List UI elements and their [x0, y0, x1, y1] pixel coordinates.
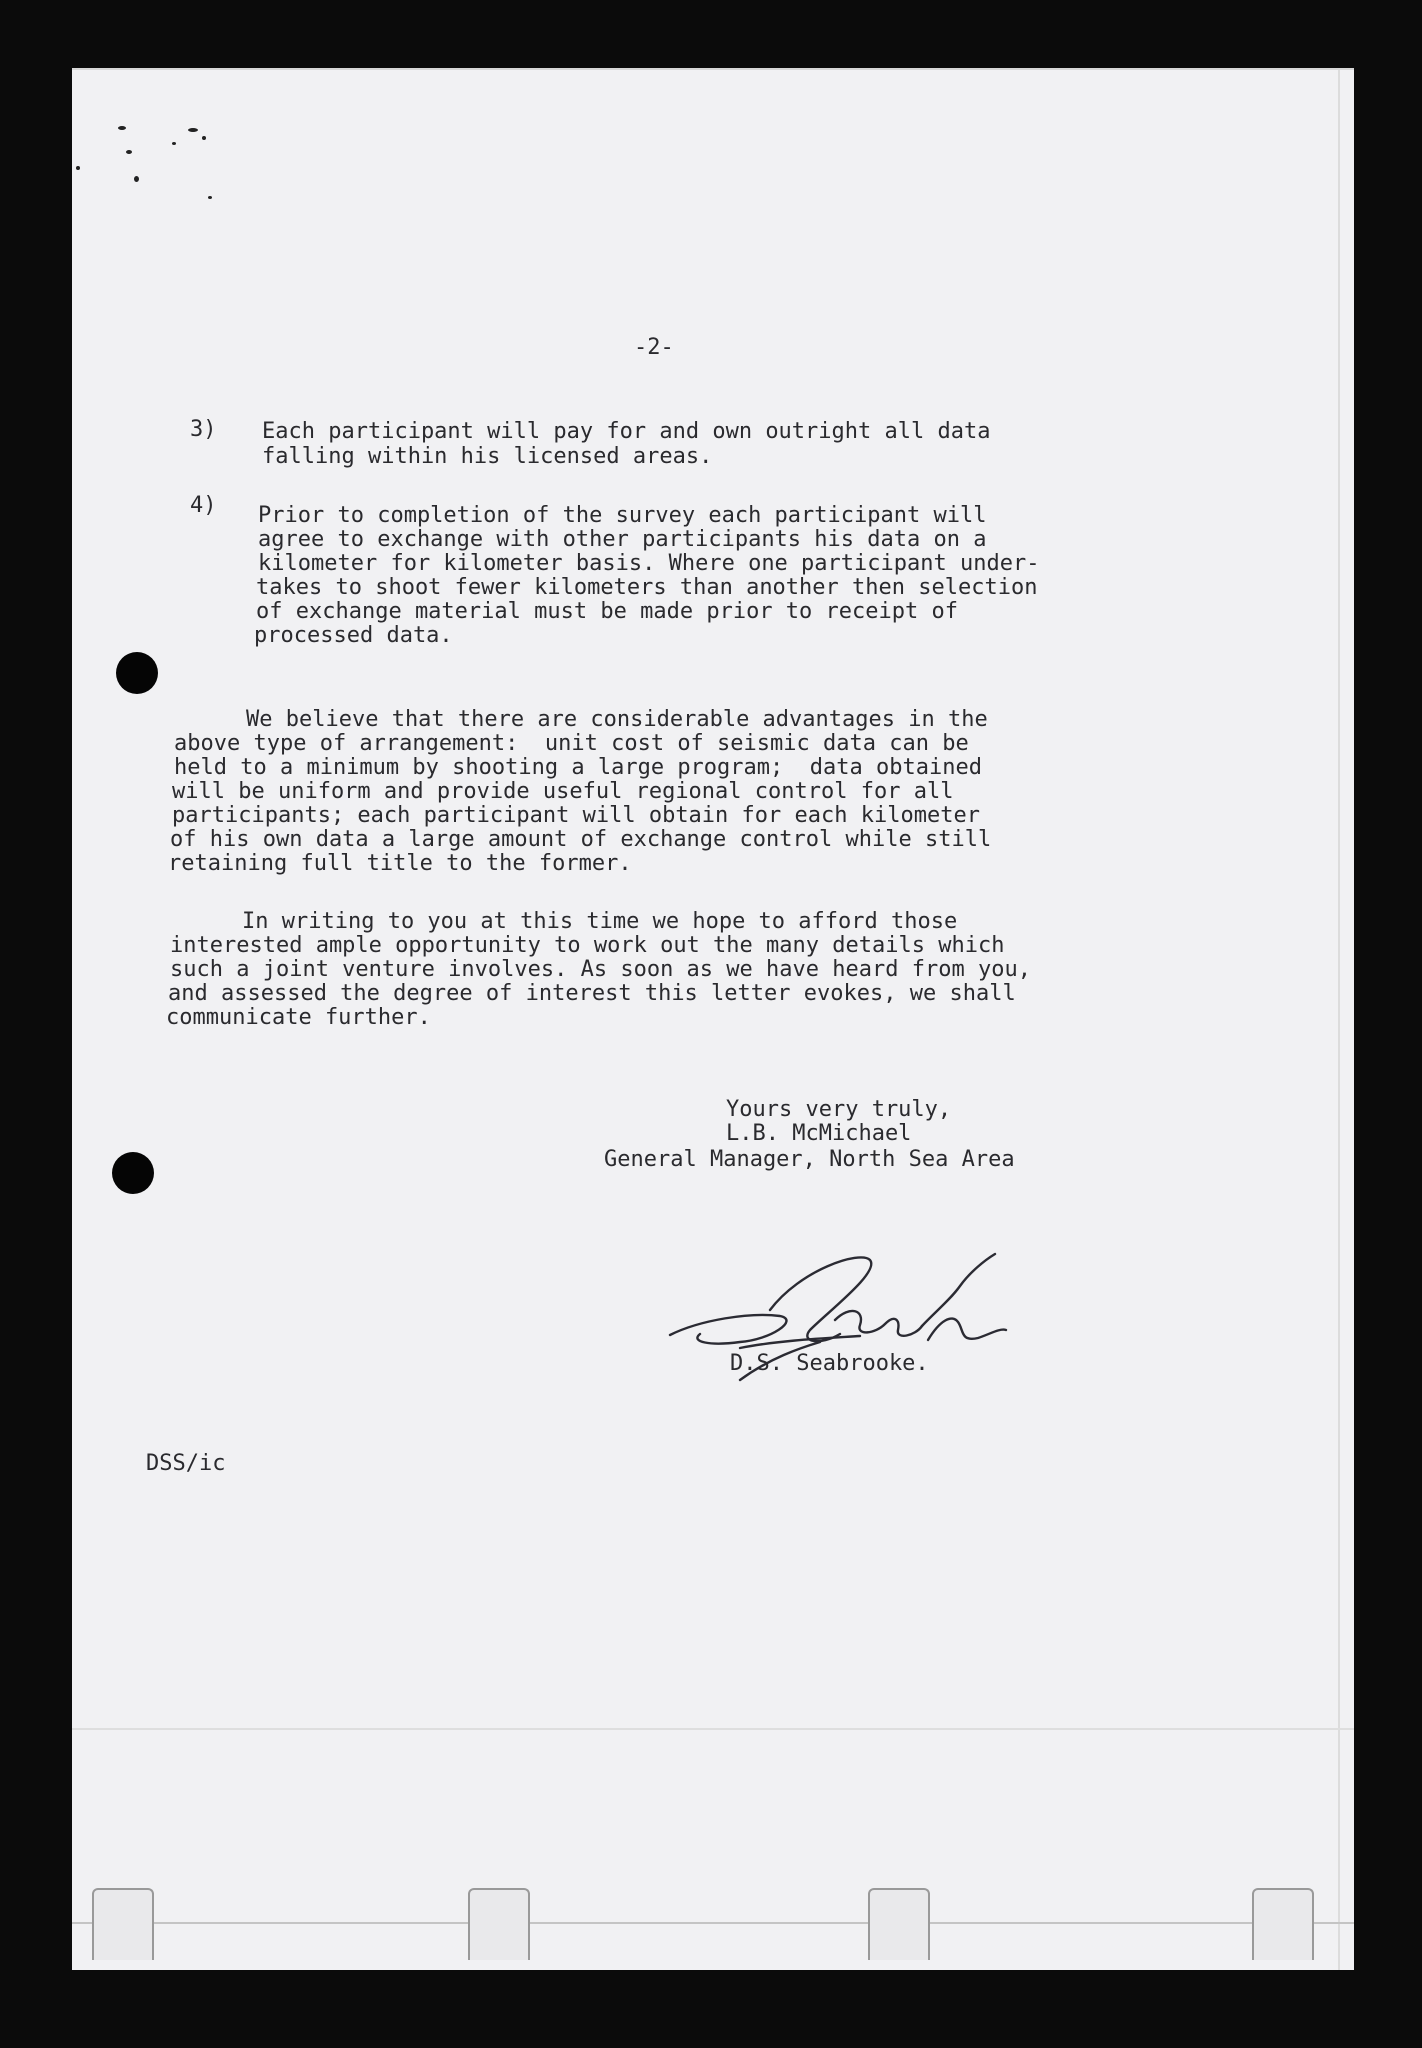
item-line: Each participant will pay for and own outright all data — [262, 419, 991, 444]
scan-speck — [76, 166, 80, 170]
handwritten-signature — [660, 1250, 1060, 1400]
paragraph-line: and assessed the degree of interest this letter evokes, we shall — [168, 981, 1016, 1006]
scan-speck — [172, 142, 176, 145]
punch-hole-bottom — [112, 1152, 154, 1194]
paragraph-line: such a joint venture involves. As soon as we have heard from you, — [170, 957, 1031, 982]
closing-company: L.B. McMichael — [726, 1121, 912, 1146]
scan-speck — [188, 128, 198, 132]
paragraph-line: participants; each participant will obtain for each kilometer — [172, 803, 980, 828]
binder-tab-4 — [1252, 1888, 1314, 1960]
scan-speck — [208, 196, 212, 199]
scan-speck — [118, 126, 126, 130]
paragraph-line: We believe that there are considerable advantages in the — [246, 707, 988, 732]
item-line: falling within his licensed areas. — [262, 444, 713, 469]
item-number: 4) — [190, 493, 217, 518]
reference-initials: DSS/ic — [146, 1451, 226, 1476]
paragraph-line: communicate further. — [166, 1005, 431, 1030]
signer-name: D.S. Seabrooke. — [730, 1351, 929, 1376]
paragraph-line: above type of arrangement: unit cost of seismic data can be — [174, 731, 969, 756]
scan-speck — [134, 176, 139, 182]
binder-tab-1 — [92, 1888, 154, 1960]
paper-edge — [1338, 70, 1340, 1970]
item-number: 3) — [190, 417, 217, 442]
paragraph-line: held to a minimum by shooting a large program; data obtained — [174, 755, 982, 780]
paragraph-line: In writing to you at this time we hope to afford those — [242, 909, 958, 934]
item-line: agree to exchange with other participants his data on a — [258, 527, 987, 552]
punch-hole-top — [116, 652, 158, 694]
binder-tab-3 — [868, 1888, 930, 1960]
paragraph-line: of his own data a large amount of exchange control while still — [170, 827, 992, 852]
paper-fold-line — [72, 1728, 1354, 1730]
item-line: processed data. — [254, 623, 453, 648]
binder-tab-line — [72, 1922, 1354, 1924]
paragraph-line: will be uniform and provide useful regional control for all — [172, 779, 954, 804]
paragraph-line: retaining full title to the former. — [168, 851, 632, 876]
item-line: of exchange material must be made prior to receipt of — [256, 599, 958, 624]
binder-tab-2 — [468, 1888, 530, 1960]
item-line: takes to shoot fewer kilometers than another then selection — [256, 575, 1038, 600]
paragraph-line: interested ample opportunity to work out the many details which — [170, 933, 1005, 958]
item-line: kilometer for kilometer basis. Where one participant under- — [258, 551, 1040, 576]
scan-speck — [202, 136, 206, 140]
page-number: -2- — [634, 335, 674, 360]
closing-salutation: Yours very truly, — [726, 1097, 952, 1122]
closing-title: General Manager, North Sea Area — [604, 1147, 1015, 1172]
scan-speck — [126, 150, 132, 154]
item-line: Prior to completion of the survey each participant will — [258, 503, 987, 528]
